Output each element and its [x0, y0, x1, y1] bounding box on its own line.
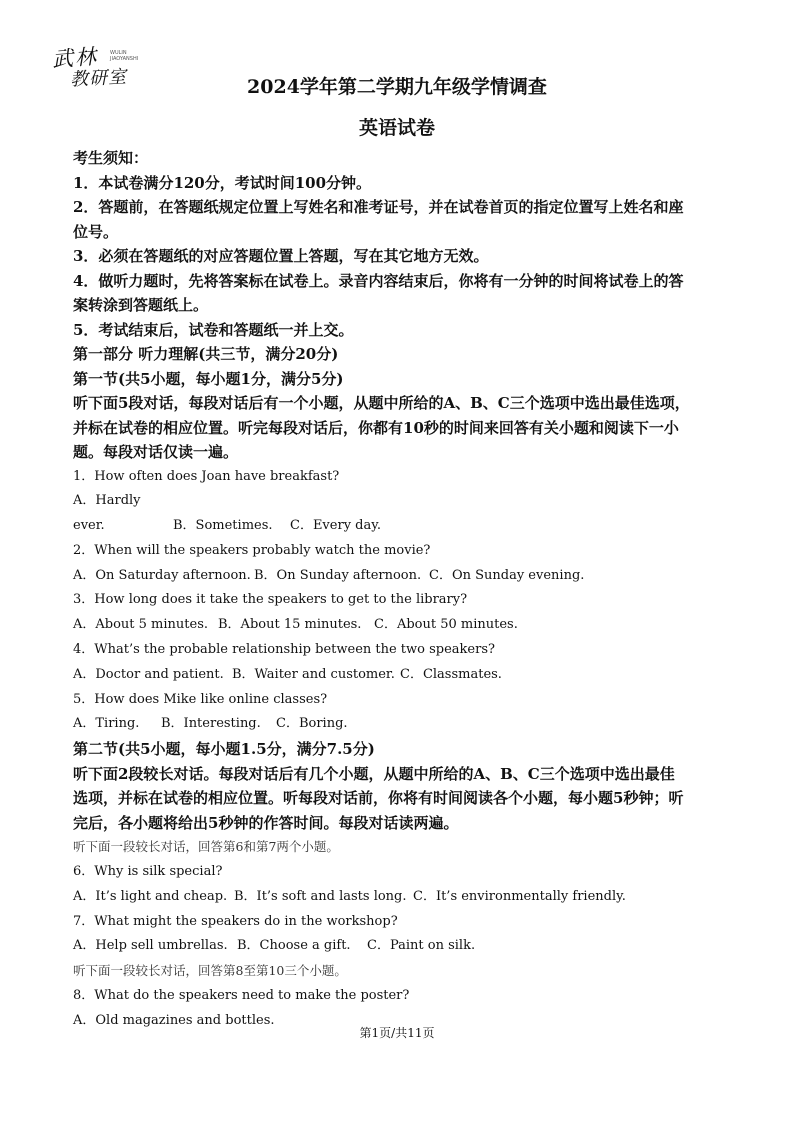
options-6 — [73, 885, 725, 910]
option-a: A．It’s light and cheap. — [73, 888, 228, 904]
logo-line2: 教研室 — [69, 66, 128, 91]
page-number: 第1页/共11页 — [359, 1026, 435, 1040]
logo-small-text: WULIN JIAOYANSHI — [110, 50, 139, 62]
option-b: B．Interesting. — [161, 716, 261, 732]
option-c: C．Every day. — [290, 518, 381, 534]
question-5: 5．How does Mike like online classes? — [73, 691, 328, 707]
section2-instruction: 听下面2段较长对话。每段对话后有几个小题，从题中所给的A、B、C三个选项中选出最佳 — [73, 764, 675, 783]
option-c: C．It’s environmentally friendly. — [413, 888, 626, 904]
option-a: A．Old magazines and bottles. — [73, 1012, 275, 1028]
option-a: A．About 5 minutes. — [73, 617, 209, 633]
option-b: B．Waiter and customer. — [232, 666, 395, 682]
options-4 — [73, 663, 725, 688]
notice-item: 案转涂到答题纸上。 — [73, 296, 209, 314]
option-a: A．Help sell umbrellas. — [73, 938, 228, 954]
option-b: B．Choose a gift. — [237, 938, 351, 954]
option-a: A．Hardly ever. — [73, 493, 141, 534]
option-c: C．On Sunday evening. — [429, 567, 585, 583]
exam-subtitle: 英语试卷 — [358, 117, 435, 139]
notice-item: 位号。 — [73, 222, 119, 241]
option-b: B．Sometimes. — [173, 518, 273, 534]
option-a: A．Doctor and patient. — [73, 666, 224, 682]
question-2: 2．When will the speakers probably watch the movie? — [73, 542, 431, 558]
dialog2-note: 听下面一段较长对话，回答第8至第10三个小题。 — [73, 963, 347, 979]
notice-item: 2．答题前，在答题纸规定位置上写姓名和准考证号，并在试卷首页的指定位置写上姓名和座 — [73, 198, 684, 216]
part1-heading: 第一部分 听力理解(共三节，满分20分) — [73, 345, 339, 363]
section1-instruction: 听下面5段对话，每段对话后有一个小题，从题中所给的A、B、C三个选项中选出最佳选项， — [73, 394, 690, 412]
question-8: 8．What do the speakers need to make the poster? — [73, 988, 410, 1004]
notice-item: 4．做听力题时，先将答案标在试卷上。录音内容结束后，你将有一分钟的时间将试卷上的答 — [73, 271, 684, 290]
option-c: C．Boring. — [276, 716, 348, 732]
notice-heading: 考生须知： — [73, 149, 149, 167]
exam-content — [73, 146, 725, 1034]
options-7 — [73, 934, 725, 959]
notice-item: 5．考试结束后，试卷和答题纸一并上交。 — [73, 320, 354, 339]
section1-heading: 第一节(共5小题，每小题1分，满分5分) — [73, 369, 344, 388]
option-b: B．It’s soft and lasts long. — [234, 888, 407, 904]
option-b: B．About 15 minutes. — [218, 617, 362, 633]
question-6: 6．Why is silk special? — [73, 864, 223, 880]
option-c: C．Classmates. — [400, 666, 502, 682]
option-a: A．On Saturday afternoon. — [73, 567, 251, 583]
section2-instruction: 选项，并标在试卷的相应位置。听每段对话前，你将有时间阅读各个小题，每小题5秒钟；听 — [73, 789, 684, 808]
question-3: 3．How long does it take the speakers to get to the library? — [73, 592, 468, 608]
options-5 — [73, 712, 725, 737]
options-3 — [73, 613, 725, 638]
options-2 — [73, 564, 725, 589]
section1-instruction: 并标在试卷的相应位置。听完每段对话后，你都有10秒的时间来回答有关小题和阅读下一小 — [73, 418, 679, 437]
question-1: 1．How often does Joan have breakfast? — [73, 468, 340, 484]
section1-instruction: 题。每段对话仅读一遍。 — [73, 443, 239, 461]
logo-line1: 武林 — [51, 44, 99, 72]
dialog1-note: 听下面一段较长对话，回答第6和第7两个小题。 — [73, 839, 339, 855]
notice-item: 3．必须在答题纸的对应答题位置上答题，写在其它地方无效。 — [73, 247, 489, 265]
option-a: A．Tiring. — [73, 716, 140, 732]
section2-instruction: 完后，各小题将给出5秒钟的作答时间。每段对话读两遍。 — [73, 813, 459, 832]
options-1 — [73, 489, 725, 539]
question-4: 4．What’s the probable relationship between the two speakers? — [73, 642, 495, 658]
exam-title: 2024学年第二学期九年级学情调查 — [247, 76, 547, 98]
option-c: C．Paint on silk. — [367, 938, 476, 954]
notice-item: 1．本试卷满分120分，考试时间100分钟。 — [73, 173, 372, 192]
section2-heading: 第二节(共5小题，每小题1.5分，满分7.5分) — [73, 740, 375, 759]
option-c: C．About 50 minutes. — [374, 617, 518, 633]
question-7: 7．What might the speakers do in the workshop? — [73, 913, 398, 929]
option-b: B．On Sunday afternoon. — [254, 567, 422, 583]
